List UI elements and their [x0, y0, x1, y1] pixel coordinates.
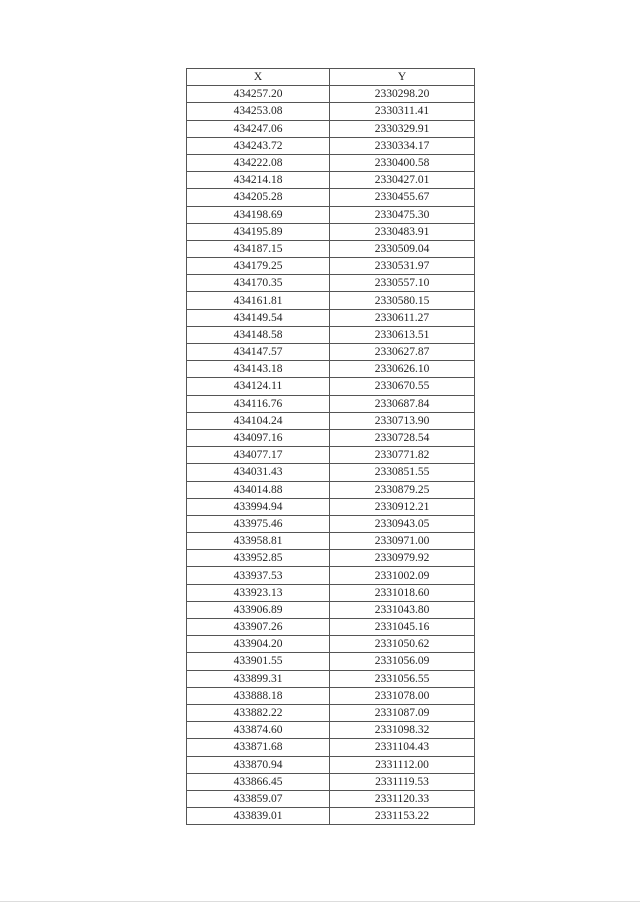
cell-x: 433882.22 [187, 704, 330, 721]
cell-y: 2331056.55 [330, 670, 475, 687]
table-row [187, 773, 475, 790]
cell-x: 433871.68 [187, 739, 330, 756]
table-row [187, 722, 475, 739]
cell-y: 2331112.00 [330, 756, 475, 773]
cell-x: 434187.15 [187, 240, 330, 257]
cell-x: 433906.89 [187, 601, 330, 618]
table-row [187, 154, 475, 171]
cell-x: 434147.57 [187, 344, 330, 361]
table-row [187, 223, 475, 240]
cell-y: 2330400.58 [330, 154, 475, 171]
cell-x: 434124.11 [187, 378, 330, 395]
cell-x: 434253.08 [187, 103, 330, 120]
cell-y: 2331120.33 [330, 790, 475, 807]
table-row [187, 344, 475, 361]
cell-x: 433859.07 [187, 790, 330, 807]
table-row [187, 464, 475, 481]
cell-y: 2330613.51 [330, 326, 475, 343]
cell-x: 433874.60 [187, 722, 330, 739]
cell-x: 434149.54 [187, 309, 330, 326]
cell-x: 433923.13 [187, 584, 330, 601]
cell-x: 434148.58 [187, 326, 330, 343]
table-row [187, 326, 475, 343]
table-row [187, 670, 475, 687]
cell-x: 434077.17 [187, 447, 330, 464]
table-row [187, 739, 475, 756]
cell-y: 2330670.55 [330, 378, 475, 395]
cell-y: 2331153.22 [330, 808, 475, 825]
cell-y: 2330427.01 [330, 172, 475, 189]
cell-y: 2330879.25 [330, 481, 475, 498]
table-row [187, 790, 475, 807]
cell-y: 2331045.16 [330, 619, 475, 636]
cell-y: 2330728.54 [330, 429, 475, 446]
cell-x: 434031.43 [187, 464, 330, 481]
table-row [187, 550, 475, 567]
table-row [187, 206, 475, 223]
cell-y: 2330334.17 [330, 137, 475, 154]
cell-x: 433839.01 [187, 808, 330, 825]
cell-x: 433994.94 [187, 498, 330, 515]
cell-y: 2331056.09 [330, 653, 475, 670]
table-row [187, 120, 475, 137]
cell-y: 2330455.67 [330, 189, 475, 206]
cell-y: 2330557.10 [330, 275, 475, 292]
coordinates-table [186, 68, 475, 825]
cell-x: 434257.20 [187, 86, 330, 103]
cell-y: 2330329.91 [330, 120, 475, 137]
table-row [187, 533, 475, 550]
column-header-y: Y [330, 69, 475, 86]
table-row [187, 309, 475, 326]
table-row [187, 395, 475, 412]
table-row [187, 636, 475, 653]
cell-y: 2330531.97 [330, 258, 475, 275]
header-row [187, 69, 475, 86]
cell-y: 2331078.00 [330, 687, 475, 704]
table-row [187, 687, 475, 704]
cell-y: 2330475.30 [330, 206, 475, 223]
table-row [187, 361, 475, 378]
table-row [187, 567, 475, 584]
table-row [187, 653, 475, 670]
table-row [187, 189, 475, 206]
table-row [187, 86, 475, 103]
cell-y: 2330580.15 [330, 292, 475, 309]
cell-y: 2331098.32 [330, 722, 475, 739]
cell-x: 434143.18 [187, 361, 330, 378]
cell-x: 434014.88 [187, 481, 330, 498]
cell-x: 433937.53 [187, 567, 330, 584]
table-row [187, 481, 475, 498]
cell-x: 434116.76 [187, 395, 330, 412]
cell-y: 2330687.84 [330, 395, 475, 412]
table-row [187, 429, 475, 446]
page-divider [0, 901, 640, 902]
cell-y: 2330912.21 [330, 498, 475, 515]
cell-y: 2330483.91 [330, 223, 475, 240]
table-row [187, 601, 475, 618]
cell-x: 433888.18 [187, 687, 330, 704]
column-header-x: X [187, 69, 330, 86]
table-row [187, 172, 475, 189]
cell-y: 2330771.82 [330, 447, 475, 464]
cell-x: 434214.18 [187, 172, 330, 189]
cell-x: 433870.94 [187, 756, 330, 773]
cell-y: 2330311.41 [330, 103, 475, 120]
cell-x: 434161.81 [187, 292, 330, 309]
cell-x: 434170.35 [187, 275, 330, 292]
cell-y: 2331050.62 [330, 636, 475, 653]
cell-x: 434104.24 [187, 412, 330, 429]
cell-y: 2330851.55 [330, 464, 475, 481]
cell-x: 433904.20 [187, 636, 330, 653]
table-row [187, 258, 475, 275]
cell-x: 434198.69 [187, 206, 330, 223]
cell-x: 433952.85 [187, 550, 330, 567]
table-row [187, 808, 475, 825]
cell-x: 434222.08 [187, 154, 330, 171]
cell-x: 433866.45 [187, 773, 330, 790]
table-row [187, 498, 475, 515]
cell-x: 433975.46 [187, 515, 330, 532]
table-row [187, 275, 475, 292]
table-row [187, 619, 475, 636]
cell-y: 2331119.53 [330, 773, 475, 790]
table-body [187, 86, 475, 825]
table-row [187, 515, 475, 532]
table-header [187, 69, 475, 86]
cell-x: 434205.28 [187, 189, 330, 206]
cell-x: 433907.26 [187, 619, 330, 636]
table-row [187, 240, 475, 257]
cell-y: 2330626.10 [330, 361, 475, 378]
cell-x: 433899.31 [187, 670, 330, 687]
cell-x: 433901.55 [187, 653, 330, 670]
cell-y: 2330627.87 [330, 344, 475, 361]
table-row [187, 756, 475, 773]
cell-x: 434247.06 [187, 120, 330, 137]
cell-y: 2331043.80 [330, 601, 475, 618]
cell-y: 2331104.43 [330, 739, 475, 756]
cell-y: 2331002.09 [330, 567, 475, 584]
cell-y: 2331087.09 [330, 704, 475, 721]
table-row [187, 378, 475, 395]
cell-x: 434097.16 [187, 429, 330, 446]
table-row [187, 447, 475, 464]
cell-x: 434179.25 [187, 258, 330, 275]
cell-x: 433958.81 [187, 533, 330, 550]
cell-y: 2330971.00 [330, 533, 475, 550]
cell-x: 434195.89 [187, 223, 330, 240]
cell-y: 2330298.20 [330, 86, 475, 103]
table-row [187, 412, 475, 429]
table-row [187, 292, 475, 309]
cell-y: 2330509.04 [330, 240, 475, 257]
cell-y: 2331018.60 [330, 584, 475, 601]
cell-y: 2330943.05 [330, 515, 475, 532]
cell-x: 434243.72 [187, 137, 330, 154]
cell-y: 2330713.90 [330, 412, 475, 429]
table-row [187, 103, 475, 120]
cell-y: 2330611.27 [330, 309, 475, 326]
cell-y: 2330979.92 [330, 550, 475, 567]
table-row [187, 137, 475, 154]
table-row [187, 584, 475, 601]
table-row [187, 704, 475, 721]
